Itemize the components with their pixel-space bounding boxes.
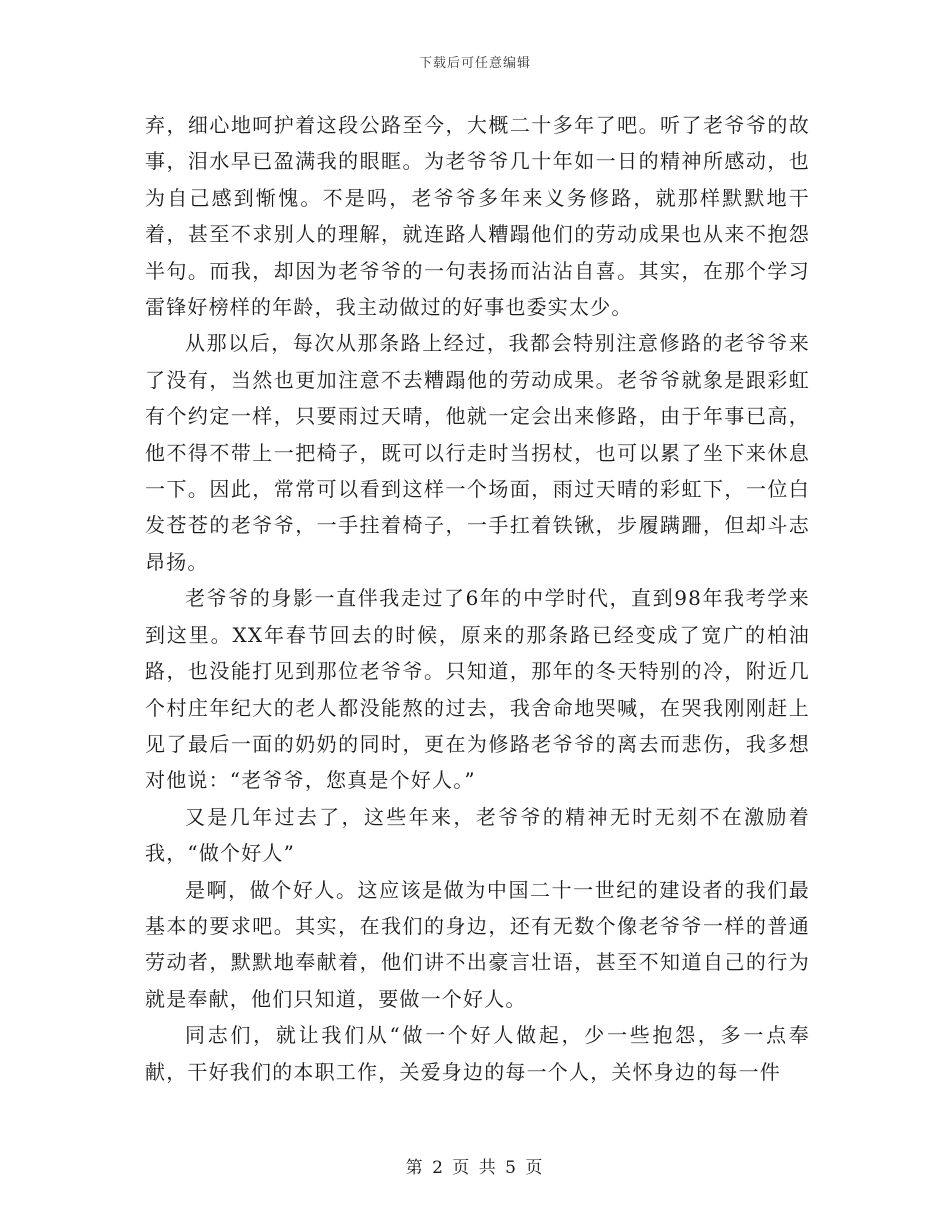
paragraph-1: 弃，细心地呵护着这段公路至今，大概二十多年了吧。听了老爷爷的故事，泪水早已盈满我的眼眶。为老爷爷几十年如一日的精神所感动，也为自己感到惭愧。不是吗，老爷爷多年来义务修路，就那样默默地干着，甚至不求别人的理解，就连路人糟蹋他们的劳动成果也从来不抱怨半句。而我，却因为老爷爷的一句表扬而沾沾自喜。其实，在那个学习雷锋好榜样的年龄，我主动做过的好事也委实太少。	[145, 113, 810, 320]
page-header: 下载后可任意编辑	[418, 56, 531, 71]
paragraph-2: 从那以后，每次从那条路上经过，我都会特别注意修路的老爷爷来了没有，当然也更加注意不去糟蹋他的劳动成果。老爷爷就象是跟彩虹有个约定一样，只要雨过天晴，他就一定会出来修路，由于年事已高，他不得不带上一把椅子，既可以行走时当拐杖，也可以累了坐下来休息一下。因此，常常可以看到这样一个场面，雨过天晴的彩虹下，一位白发苍苍的老爷爷，一手拄着椅子，一手扛着铁锹，步履蹒跚，但却斗志昂扬。	[145, 331, 810, 574]
paragraph-3: 老爷爷的身影一直伴我走过了6年的中学时代，直到98年我考学来到这里。XX年春节回去的时候，原来的那条路已经变成了宽广的柏油路，也没能打见到那位老爷爷。只知道，那年的冬天特别的冷，附近几个村庄年纪大的老人都没能熬的过去，我舍命地哭喊，在哭我刚刚赶上见了最后一面的奶奶的同时，更在为修路老爷爷的离去而悲伤，我多想对他说：“老爷爷，您真是个好人。”	[145, 586, 810, 793]
paragraph-4: 又是几年过去了，这些年来，老爷爷的精神无时无刻不在激励着我，“做个好人”	[145, 804, 810, 866]
paragraph-5: 是啊，做个好人。这应该是做为中国二十一世纪的建设者的我们最基本的要求吧。其实，在我们的身边，还有无数个像老爷爷一样的普通劳动者，默默地奉献着，他们讲不出豪言壮语，甚至不知道自己的行为就是奉献，他们只知道，要做一个好人。	[145, 877, 810, 1011]
page-footer: 第 2 页 共 5 页	[405, 1158, 545, 1178]
paragraph-6: 同志们，就让我们从“做一个好人做起，少一些抱怨，多一点奉献，干好我们的本职工作，关爱身边的每一个人，关怀身边的每一件	[145, 1023, 810, 1084]
document-body	[145, 107, 810, 1090]
